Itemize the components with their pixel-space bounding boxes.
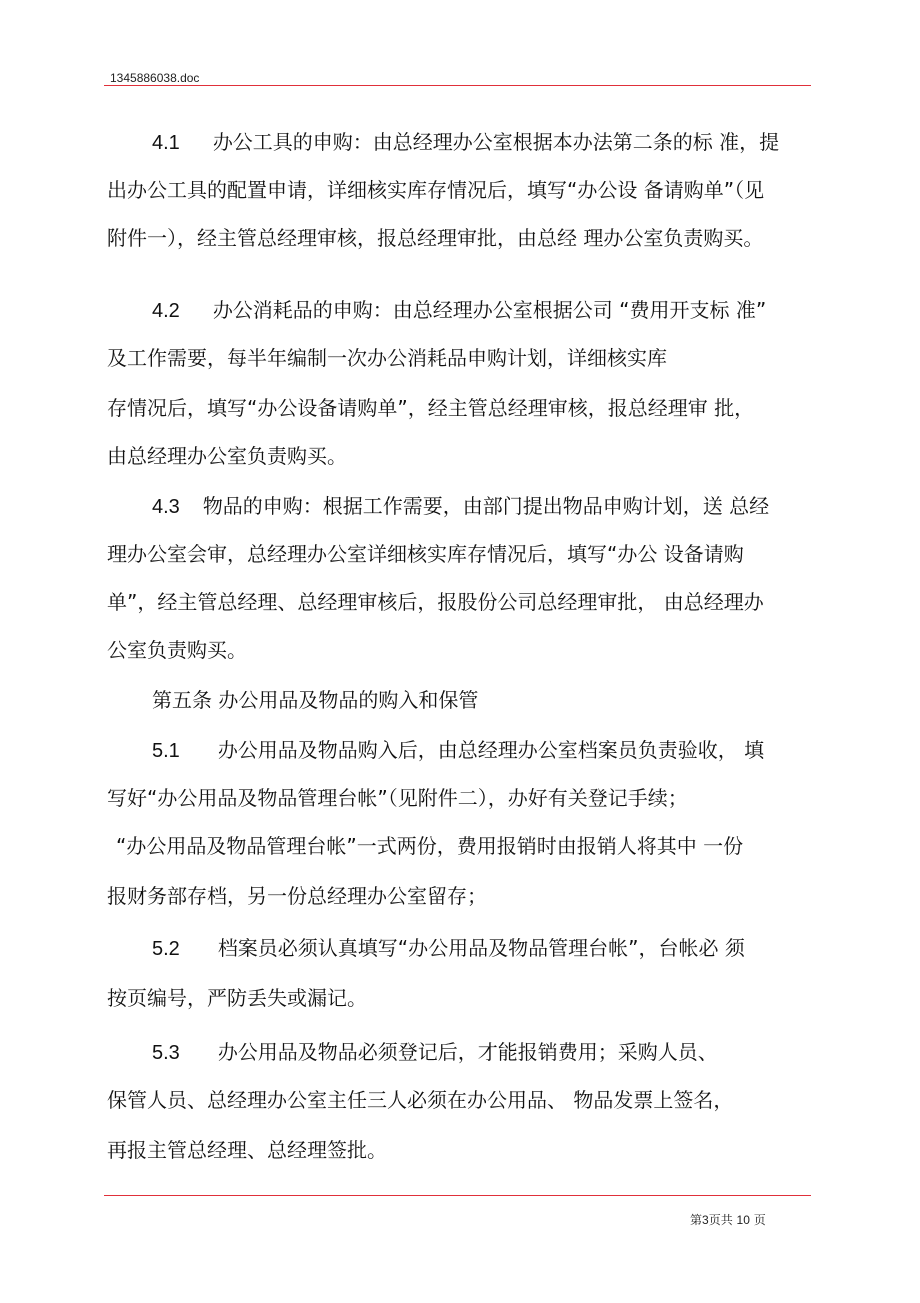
article-5-heading: 第五条 办公用品及物品的购入和保管	[152, 688, 479, 712]
paragraph-5-3-line-1	[152, 1040, 718, 1065]
paragraph-4-2-line-4: 由总经理办公室负责购买。	[107, 444, 347, 468]
section-number-4-1: 4.1	[152, 132, 180, 154]
section-number-5-3: 5.3	[152, 1042, 180, 1064]
paragraph-4-3-line-4: 公室负责购买。	[107, 638, 247, 662]
paragraph-4-3-text-1: 物品的申购：根据工作需要，由部门提出物品申购计划，送 总经	[202, 494, 770, 518]
paragraph-5-3-line-3: 再报主管总经理、总经理签批。	[107, 1138, 387, 1162]
page-number-prefix: 第	[690, 1213, 703, 1227]
paragraph-4-3-line-3: 单”，经主管总经理、总经理审核后，报股份公司总经理审批， 由总经理办	[107, 590, 764, 614]
paragraph-5-1-line-3: “办公用品及物品管理台帐”一式两份，费用报销时由报销人将其中 一份	[116, 834, 744, 858]
total-pages: 10	[736, 1213, 750, 1227]
section-number-5-1: 5.1	[152, 740, 180, 762]
paragraph-5-2-line-1	[152, 936, 745, 961]
paragraph-5-1-line-2: 写好“办公用品及物品管理台帐”（见附件二），办好有关登记手续；	[107, 786, 688, 810]
section-number-4-2: 4.2	[152, 300, 180, 322]
paragraph-5-1-line-1	[152, 738, 764, 763]
paragraph-4-1-line-1	[152, 130, 779, 155]
page-number	[690, 1211, 766, 1228]
paragraph-4-3-line-1	[152, 494, 769, 519]
page-number-middle: 页共	[708, 1213, 737, 1227]
paragraph-5-3-text-1: 办公用品及物品必须登记后，才能报销费用；采购人员、	[217, 1040, 718, 1064]
section-number-5-2: 5.2	[152, 938, 180, 960]
paragraph-5-2-text-1: 档案员必须认真填写“办公用品及物品管理台帐”，台帐必 须	[217, 936, 745, 960]
paragraph-4-2-text-1: 办公消耗品的申购：由总经理办公室根据公司 “费用开支标 准”	[212, 298, 767, 322]
paragraph-4-1-text-1: 办公工具的申购：由总经理办公室根据本办法第二条的标 准，提	[212, 130, 780, 154]
paragraph-5-1-line-4: 报财务部存档，另一份总经理办公室留存；	[107, 884, 487, 908]
paragraph-5-1-text-1: 办公用品及物品购入后，由总经理办公室档案员负责验收， 填	[217, 738, 765, 762]
current-page: 3	[702, 1213, 709, 1227]
document-filename: 1345886038.doc	[110, 71, 200, 85]
paragraph-4-1-line-3: 附件一），经主管总经理审核，报总经理审批，由总经 理办公室负责购买。	[107, 226, 764, 250]
section-number-4-3: 4.3	[152, 496, 180, 518]
paragraph-4-1-line-2: 出办公工具的配置申请，详细核实库存情况后，填写“办公设 备请购单”（见	[107, 178, 765, 202]
paragraph-4-2-line-2: 及工作需要，每半年编制一次办公消耗品申购计划，详细核实库	[107, 346, 667, 370]
paragraph-5-2-line-2: 按页编号，严防丢失或漏记。	[107, 986, 367, 1010]
header-divider	[104, 85, 811, 86]
paragraph-4-3-line-2: 理办公室会审，总经理办公室详细核实库存情况后，填写“办公 设备请购	[107, 542, 744, 566]
paragraph-4-2-line-3: 存情况后，填写“办公设备请购单”，经主管总经理审核，报总经理审 批，	[107, 396, 755, 420]
paragraph-4-2-line-1	[152, 298, 766, 323]
footer-divider	[104, 1195, 811, 1196]
page-number-suffix: 页	[749, 1213, 766, 1227]
paragraph-5-3-line-2: 保管人员、总经理办公室主任三人必须在办公用品、 物品发票上签名，	[107, 1088, 734, 1112]
